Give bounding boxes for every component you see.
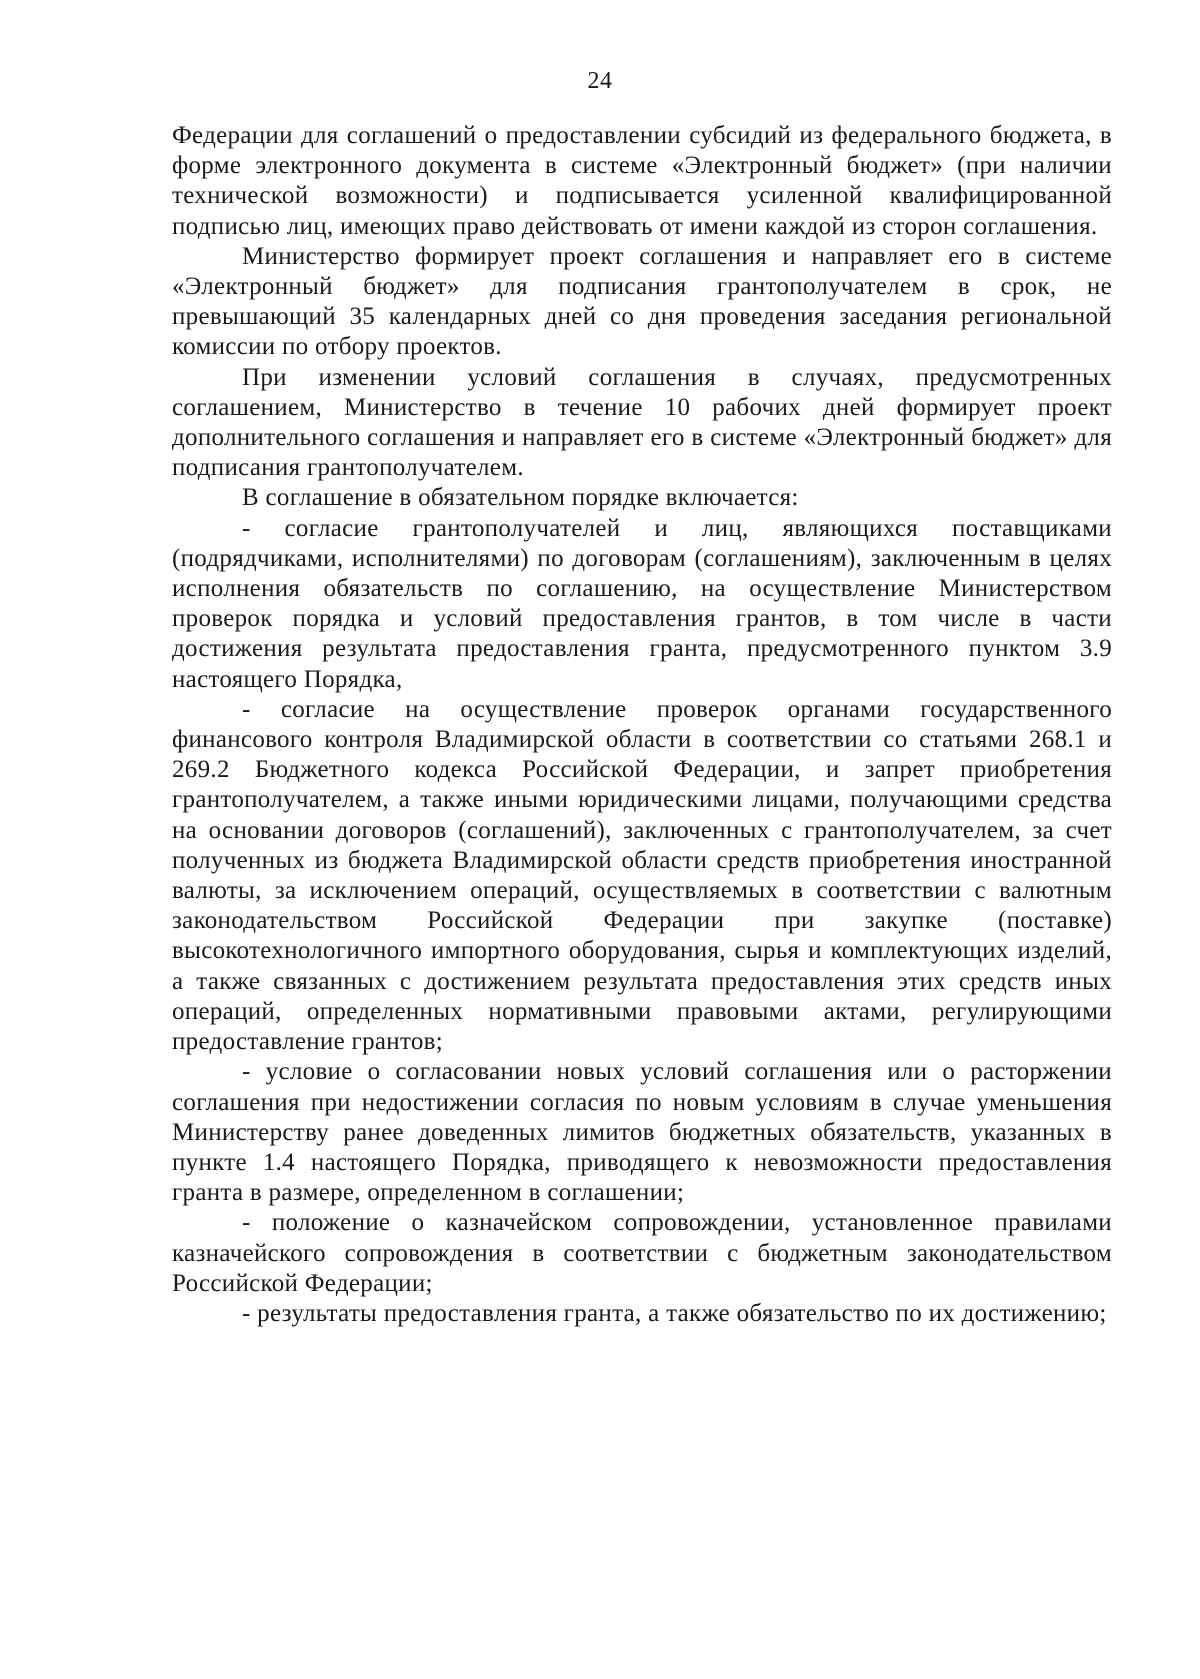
- list-item-new-conditions: - условие о согласовании новых условий соглашения или о расторжении соглашения при недостижении согласия по новым условиям в случае уменьшения Министерству ранее доведенных лимитов бюджетных обязательств, указанных в пункте 1.4 настоящего Порядка, приводящего к невозможности предоставления гранта в размере, определенном в соглашении;: [172, 1058, 1112, 1207]
- paragraph-agreement-changes: При изменении условий соглашения в случаях, предусмотренных соглашением, Министерство в течение 10 рабочих дней формирует проект дополнительного соглашения и направляет его в системе «Электронный бюджет» для подписания грантополучателем.: [172, 363, 1112, 482]
- list-item-financial-control: - согласие на осуществление проверок органами государственного финансового контроля Владимирской области в соответствии со статьями 268.1 и 269.2 Бюджетного кодекса Российской Федерации, и запрет приобретения грантополучателем, а также иными юридическими лицами, получающими средства на основании договоров (соглашений), заключенных с грантополучателем, за счет полученных из бюджета Владимирской области средств приобретения иностранной валюты, за исключением операций, осуществляемых в соответствии с валютным законодательством Российской Федерации при закупке (поставке) высокотехнологичного импортного оборудования, сырья и комплектующих изделий, а также связанных с достижением результата предоставления этих средств иных операций, определенных нормативными правовыми актами, регулирующими предоставление грантов;: [172, 695, 1112, 1056]
- paragraph-mandatory-provisions: В соглашение в обязательном порядке включается:: [242, 484, 799, 512]
- page-number: 24: [587, 68, 613, 94]
- body-text: [172, 121, 1112, 1329]
- list-item-consent-inspections: - согласие грантополучателей и лиц, являющихся поставщиками (подрядчиками, исполнителями) по договорам (соглашениям), заключенным в целях исполнения обязательств по соглашению, на осуществление Министерством проверок порядка и условий предоставления грантов, в том числе в части достижения результата предоставления гранта, предусмотренного пунктом 3.9 настоящего Порядка,: [172, 514, 1112, 693]
- paragraph-continuation: Федерации для соглашений о предоставлении субсидий из федерального бюджета, в форме электронного документа в системе «Электронный бюджет» (при наличии технической возможности) и подписывается усиленной квалифицированной подписью лиц, имеющих право действовать от имени каждой из сторон соглашения.: [172, 122, 1112, 240]
- list-item-grant-results: - результаты предоставления гранта, а также обязательство по их достижению;: [242, 1299, 1107, 1327]
- paragraph-project-agreement: Министерство формирует проект соглашения и направляет его в системе «Электронный бюджет» для подписания грантополучателем в срок, не превышающий 35 календарных дней со дня проведения заседания региональной комиссии по отбору проектов.: [172, 242, 1112, 361]
- list-item-treasury-support: - положение о казначейском сопровождении, установленное правилами казначейского сопровождения в соответствии с бюджетным законодательством Российской Федерации;: [172, 1209, 1112, 1297]
